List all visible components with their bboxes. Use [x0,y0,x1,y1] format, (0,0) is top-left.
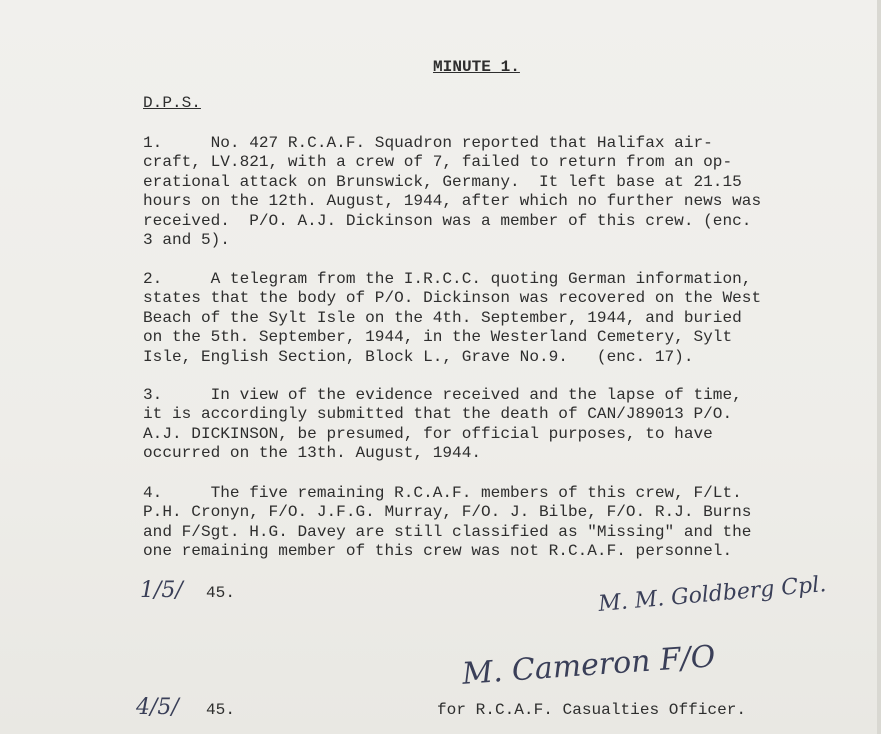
document-title: MINUTE 1. [433,58,520,76]
signoff-casualties-officer: for R.C.A.F. Casualties Officer. [437,701,747,719]
text-line: craft, LV.821, with a crew of 7, failed to return from an op- [143,153,733,172]
text-line: Isle, English Section, Block L., Grave No.9. (enc. 17). [143,347,694,366]
text-line: received. P/O. A.J. Dickinson was a member of this crew. (enc. [143,211,752,230]
text-line: states that the body of P/O. Dickinson was recovered on the West [143,289,762,308]
paragraph-4 [143,484,751,562]
text-line: and F/Sgt. H.G. Davey are still classified as "Missing" and the [143,522,752,541]
text-line: on the 5th. September, 1944, in the Westerland Cemetery, Sylt [143,328,733,347]
addressee: D.P.S. [143,94,201,112]
paragraph-3 [143,386,742,464]
text-line: hours on the 12th. August, 1944, after which no further news was [143,192,762,211]
page-edge [877,0,881,734]
signature-goldberg: M. M. Goldberg Cpl. [597,572,828,617]
paragraph-1 [143,134,761,250]
text-line: Beach of the Sylt Isle on the 4th. September, 1944, and buried [143,308,742,327]
typed-year-2: 45. [206,701,235,719]
text-line: A.J. DICKINSON, be presumed, for official purposes, to have [143,424,713,443]
handwritten-date-1: 1/5/ [140,578,183,603]
typed-year-1: 45. [206,584,235,602]
text-line: 3. In view of the evidence received and the lapse of time, [143,386,742,404]
text-line: 3 and 5). [143,230,230,249]
handwritten-date-2: 4/5/ [136,695,179,720]
text-line: 2. A telegram from the I.R.C.C. quoting German information, [143,270,752,288]
text-line: occurred on the 13th. August, 1944. [143,444,482,463]
text-line: P.H. Cronyn, F/O. J.F.G. Murray, F/O. J. Bilbe, F/O. R.J. Burns [143,503,752,522]
text-line: erational attack on Brunswick, Germany. It left base at 21.15 [143,172,742,191]
paragraph-2 [143,270,761,367]
signature-cameron: M. Cameron F/O [461,639,717,692]
text-line: 1. No. 427 R.C.A.F. Squadron reported that Halifax air- [143,134,713,152]
text-line: it is accordingly submitted that the death of CAN/J89013 P/O. [143,405,733,424]
text-line: 4. The five remaining R.C.A.F. members of this crew, F/Lt. [143,484,742,502]
text-line: one remaining member of this crew was not R.C.A.F. personnel. [143,542,733,561]
